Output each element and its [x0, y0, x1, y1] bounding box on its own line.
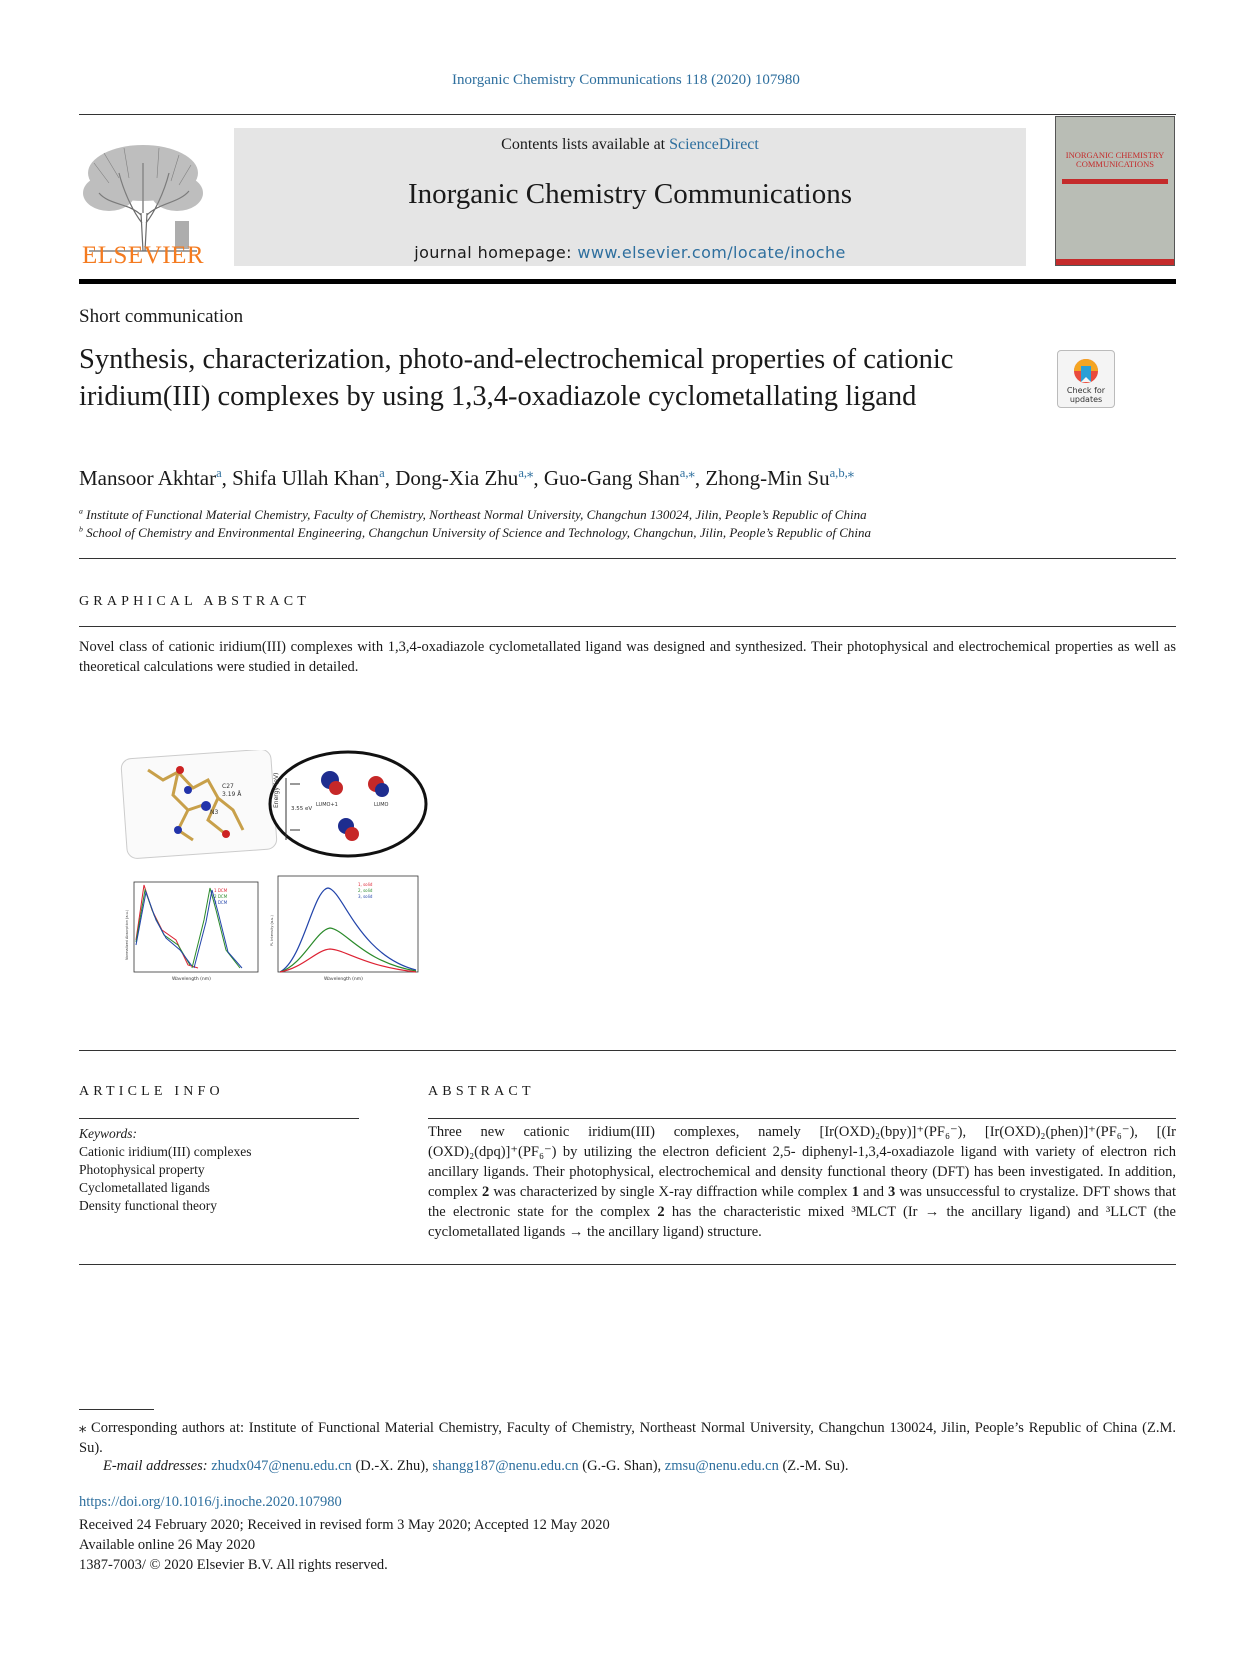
journal-cover-thumbnail[interactable] [1055, 116, 1175, 266]
author-name: Shifa Ullah Khan [232, 466, 380, 490]
energy-gap-label: 3.55 eV [291, 806, 313, 812]
author-name: Mansoor Akhtar [79, 466, 217, 490]
header-top-rule [79, 114, 1176, 115]
abstract-text: Three new cationic iridium(III) complexes, namely [Ir(OXD)₂(bpy)]⁺(PF₆⁻), [Ir(OXD)₂(phen)]⁺(PF₆⁻), [(Ir (OXD)₂(dpq)]⁺(PF₆⁻) by utilizing the electron deficient 2,5- diphenyl-1,3,4-oxadiazole ligand with variety of electron rich ancillary ligands. Their photophysical, electrochemical and density functional theory (DFT) has been investigated. In addition, complex 2 was characterized by single X-ray diffraction while complex 1 and 3 was unsuccessful to crystalize. DFT shows that the electronic state for the complex 2 has the characteristic mixed ³MLCT (Ir → the ancillary ligand) and ³LLCT (the cyclometallated ligands → the ancillary ligand) structure. [428, 1124, 1177, 1240]
x-axis-label: Wavelength (nm) [172, 977, 211, 982]
legend-entry: 1 DCM [214, 888, 228, 893]
keyword-item: Density functional theory [79, 1198, 217, 1213]
author-name: Dong-Xia Zhu [395, 466, 519, 490]
section-rule [79, 1264, 1176, 1265]
article-title: Synthesis, characterization, photo-and-electrochemical properties of cationic iridium(III) complexes by using 1,3,4-oxadiazole cyclometallating ligand [79, 344, 954, 412]
abstract-rule [428, 1118, 1176, 1119]
author-affiliation-mark[interactable]: a,⁎ [679, 466, 695, 480]
atom-o [222, 830, 230, 838]
article-info-heading: ARTICLE INFO [79, 1084, 224, 1099]
pl-intensity-plot [270, 876, 418, 982]
legend-entry: 3, solid [358, 894, 373, 899]
article-info-rule [79, 1118, 359, 1119]
author-affiliation-mark[interactable]: a [216, 466, 222, 480]
author-affiliation-mark[interactable]: a,⁎ [518, 466, 534, 480]
graphical-abstract-figure[interactable] [118, 750, 448, 990]
atom-o [176, 766, 184, 774]
bond-label: C27 [222, 783, 234, 790]
crystal-structure-panel [121, 750, 278, 859]
cover-bottom-bar [1056, 259, 1174, 265]
atom-n [184, 786, 192, 794]
affiliation-b: $^b$ School of Chemistry and Environmental Engineering, Changchun University of Science and Technology, Changchun, Jilin, People’s Republic of China [79, 524, 871, 540]
keyword-item: Cationic iridium(III) complexes [79, 1144, 252, 1159]
header-thick-rule [79, 279, 1176, 284]
graphical-abstract-text: Novel class of cationic iridium(III) complexes with 1,3,4-oxadiazole cyclometallated ligand was designed and synthesized. Their photophysical and electrochemical properties as well as theoretical calculations were studied in detailed. [79, 639, 1176, 675]
energy-axis-label: Energy (eV) [273, 772, 280, 808]
absorption-plot [125, 882, 258, 982]
check-for-updates-button[interactable] [1057, 350, 1115, 408]
sciencedirect-link[interactable]: ScienceDirect [669, 136, 759, 153]
email-link[interactable]: zmsu@nenu.edu.cn [664, 1458, 779, 1474]
abstract-heading: ABSTRACT [428, 1084, 535, 1099]
corresponding-author-note: ⁎ Corresponding authors at: Institute of Functional Material Chemistry, Faculty of Chemistry, Northeast Normal University, Changchun 130024, Jilin, People’s Republic of China (Z.M. Su). [79, 1420, 1176, 1456]
author-affiliation-mark[interactable]: a [379, 466, 385, 480]
author-affiliation-mark[interactable]: a,b,⁎ [829, 466, 855, 480]
legend-entry: 2 DCM [214, 894, 228, 899]
available-online: Available online 26 May 2020 [79, 1537, 256, 1553]
footnote-rule [79, 1409, 154, 1410]
section-rule [79, 626, 1176, 627]
lumo1-label: LUMO+1 [316, 802, 338, 808]
keywords-label: Keywords: [79, 1126, 137, 1141]
legend-entry: 2, solid [358, 888, 373, 893]
section-rule [79, 1050, 1176, 1051]
author-list: Mansoor Akhtar$^a$, Shifa Ullah Khan$^a$, Dong-Xia Zhu$^{a,⁎}$, Guo-Gang Shan$^{a,⁎}$, Zhong-Min Su$^{a,b,⁎}$ [79, 466, 855, 490]
elsevier-wordmark: ELSEVIER [81, 242, 205, 269]
graphical-abstract-heading: GRAPHICAL ABSTRACT [79, 594, 311, 609]
author-name: Zhong-Min Su [705, 466, 830, 490]
journal-banner [234, 128, 1026, 266]
author-name: Guo-Gang Shan [543, 466, 680, 490]
article-type: Short communication [79, 306, 244, 327]
homepage-line: journal homepage: www.elsevier.com/locate/inoche [414, 243, 846, 262]
check-updates-label: Check for updates [1066, 386, 1106, 404]
email-addresses: E-mail addresses: zhudx047@nenu.edu.cn (D.-X. Zhu), shangg187@nenu.edu.cn (G.-G. Shan), zmsu@nenu.edu.cn (Z.-M. Su). [103, 1458, 849, 1474]
keyword-item: Photophysical property [79, 1162, 205, 1177]
atom-label: N3 [210, 809, 219, 816]
contents-line: Contents lists available at ScienceDirect [501, 136, 759, 153]
cover-title: INORGANIC CHEMISTRY COMMUNICATIONS [1065, 150, 1165, 169]
keyword-item: Cyclometallated ligands [79, 1180, 210, 1195]
received-dates: Received 24 February 2020; Received in revised form 3 May 2020; Accepted 12 May 2020 [79, 1517, 610, 1533]
homepage-link[interactable]: www.elsevier.com/locate/inoche [577, 243, 846, 262]
journal-name: Inorganic Chemistry Communications [407, 178, 853, 210]
y-axis-label: PL Intensity (a.u.) [270, 915, 274, 946]
journal-citation-link[interactable]: Inorganic Chemistry Communications 118 (2020) 107980 [452, 72, 800, 88]
email-link[interactable]: zhudx047@nenu.edu.cn [211, 1458, 352, 1474]
atom-n [174, 826, 182, 834]
orbital-panel [270, 752, 426, 856]
cover-ribbon [1062, 179, 1168, 184]
doi-link[interactable]: https://doi.org/10.1016/j.inoche.2020.107980 [79, 1494, 342, 1510]
x-axis-label: Wavelength (nm) [324, 977, 363, 982]
legend-entry: 3 DCM [214, 900, 228, 905]
copyright: 1387-7003/ © 2020 Elsevier B.V. All rights reserved. [79, 1557, 388, 1573]
lumo-label: LUMO [374, 802, 389, 808]
email-link[interactable]: shangg187@nenu.edu.cn [432, 1458, 579, 1474]
section-rule [79, 558, 1176, 559]
y-axis-label: Normalized Absorption (a.u.) [125, 909, 129, 960]
distance-label: 3.19 Å [222, 791, 242, 798]
legend-entry: 1, solid [358, 882, 373, 887]
affiliation-a: $^a$ Institute of Functional Material Chemistry, Faculty of Chemistry, Northeast Normal University, Changchun 130024, Jilin, People’s Republic of China [79, 506, 867, 522]
